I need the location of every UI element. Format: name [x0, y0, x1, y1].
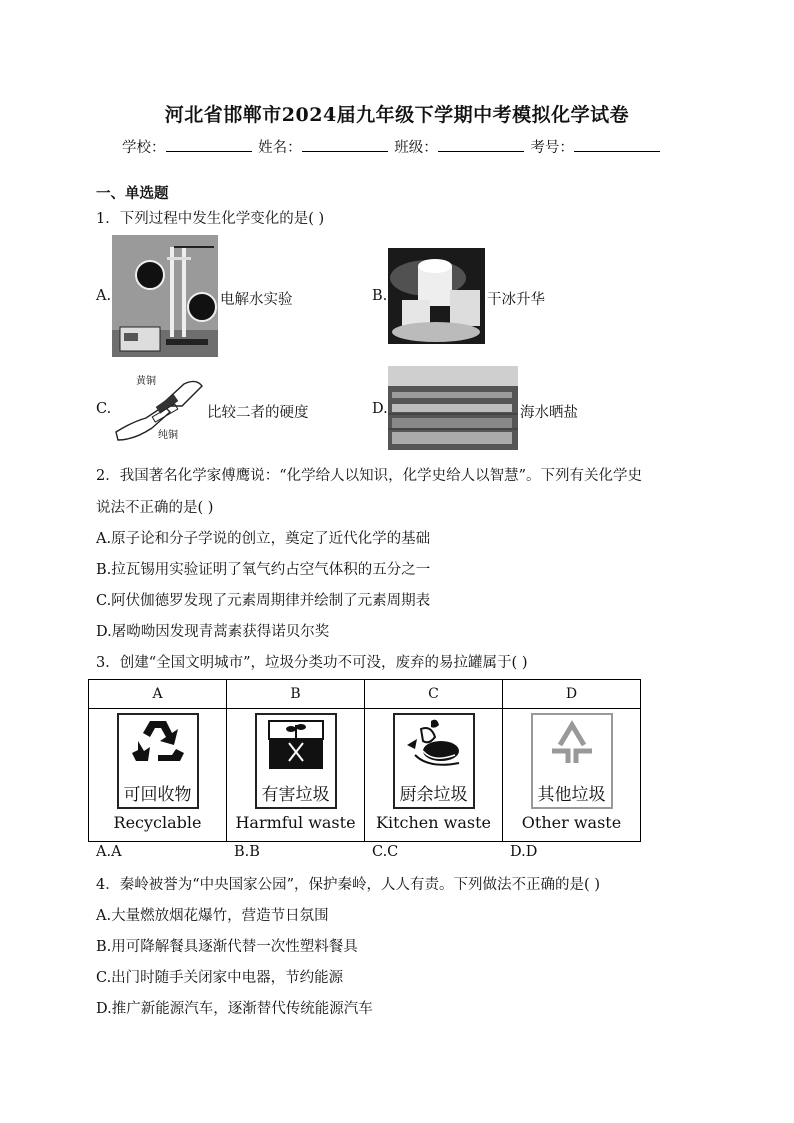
q1-option-d-text: 海水晒盐	[520, 405, 578, 421]
q1-option-a-text: 电解水实验	[220, 292, 293, 308]
recycle-icon	[128, 715, 188, 771]
q1-stem: 1．下列过程中发生化学变化的是( )	[96, 211, 325, 227]
recyclable-en-label: Recyclable	[113, 813, 202, 832]
q4-option-a: A.大量燃放烟花爆竹，营造节日氛围	[96, 908, 329, 924]
q2-option-a: A.原子论和分子学说的创立，奠定了近代化学的基础	[96, 531, 431, 547]
number-blank	[574, 138, 660, 152]
salt-pan-photo	[388, 366, 518, 450]
q3-option-b: B.B	[234, 844, 260, 860]
waste-bins-table	[88, 679, 641, 842]
bin-cell-harmful	[227, 709, 365, 842]
school-label: 学校：	[122, 140, 166, 156]
q4-stem: 4．秦岭被誉为“中央国家公园”，保护秦岭，人人有责。下列做法不正确的是( )	[96, 877, 600, 893]
hardness-drawing	[112, 370, 206, 442]
q3-stem: 3．创建“全国文明城市”，垃圾分类功不可没，废弃的易拉罐属于( )	[96, 655, 528, 671]
q2-option-d: D.屠呦呦因发现青蒿素获得诺贝尔奖	[96, 624, 330, 640]
other-cn-label: 其他垃圾	[537, 785, 606, 805]
name-label: 姓名：	[258, 140, 302, 156]
q1-option-d-letter: D.	[372, 401, 388, 417]
q2-stem-line2: 说法不正确的是( )	[96, 500, 214, 516]
recyclable-sign	[117, 713, 199, 809]
other-en-label: Other waste	[521, 813, 622, 832]
kitchen-waste-icon	[401, 715, 467, 773]
q2-option-c: C.阿伏伽德罗发现了元素周期律并绘制了元素周期表	[96, 593, 431, 609]
q3-option-a: A.A	[96, 844, 122, 860]
number-label: 考号：	[530, 140, 574, 156]
q1-option-b-letter: B.	[372, 288, 388, 304]
harmful-cn-label: 有害垃圾	[261, 785, 330, 805]
electrolysis-apparatus-icon	[112, 235, 218, 357]
pure-copper-label: 纯铜	[158, 430, 178, 441]
name-blank	[302, 138, 388, 152]
harmful-en-label: Harmful waste	[235, 813, 356, 832]
salt-pans-icon	[388, 366, 518, 450]
q2-option-b: B.拉瓦锡用实验证明了氧气约占空气体积的五分之一	[96, 562, 431, 578]
harmful-sign	[255, 713, 337, 809]
q1-option-c-text: 比较二者的硬度	[207, 405, 309, 421]
q2-stem-line1: 2．我国著名化学家傅鹰说：“化学给人以知识，化学史给人以智慧”。下列有关化学史	[96, 468, 643, 484]
class-label: 班级：	[394, 140, 438, 156]
bin-header-d: D	[503, 680, 641, 709]
bin-header-c: C	[365, 680, 503, 709]
class-blank	[438, 138, 524, 152]
school-blank	[166, 138, 252, 152]
kitchen-sign	[393, 713, 475, 809]
bin-cell-other	[503, 709, 641, 842]
bin-header-a: A	[89, 680, 227, 709]
q1-option-c-letter: C.	[96, 401, 112, 417]
q3-option-c: C.C	[372, 844, 399, 860]
q1-option-a-letter: A.	[96, 288, 112, 304]
other-waste-icon	[542, 715, 602, 773]
kitchen-en-label: Kitchen waste	[376, 813, 491, 832]
bin-cell-recyclable	[89, 709, 227, 842]
kitchen-cn-label: 厨余垃圾	[399, 785, 468, 805]
recyclable-cn-label: 可回收物	[123, 785, 192, 805]
bin-header-b: B	[227, 680, 365, 709]
student-info-line	[122, 136, 662, 157]
q4-option-b: B.用可降解餐具逐渐代替一次性塑料餐具	[96, 939, 358, 955]
other-sign	[531, 713, 613, 809]
q4-option-c: C.出门时随手关闭家中电器，节约能源	[96, 970, 344, 986]
brass-label: 黄铜	[136, 376, 156, 387]
electrolysis-photo	[112, 235, 218, 357]
q3-option-d: D.D	[510, 844, 538, 860]
q4-option-d: D.推广新能源汽车，逐渐替代传统能源汽车	[96, 1001, 373, 1017]
bin-cell-kitchen	[365, 709, 503, 842]
q1-option-b-text: 干冰升华	[487, 292, 545, 308]
dry-ice-icon	[388, 248, 485, 344]
dry-ice-photo	[388, 248, 485, 344]
page-title: 河北省邯郸市2024届九年级下学期中考模拟化学试卷	[164, 104, 630, 126]
section-heading: 一、单选题	[96, 185, 169, 202]
harmful-waste-icon	[265, 715, 327, 773]
